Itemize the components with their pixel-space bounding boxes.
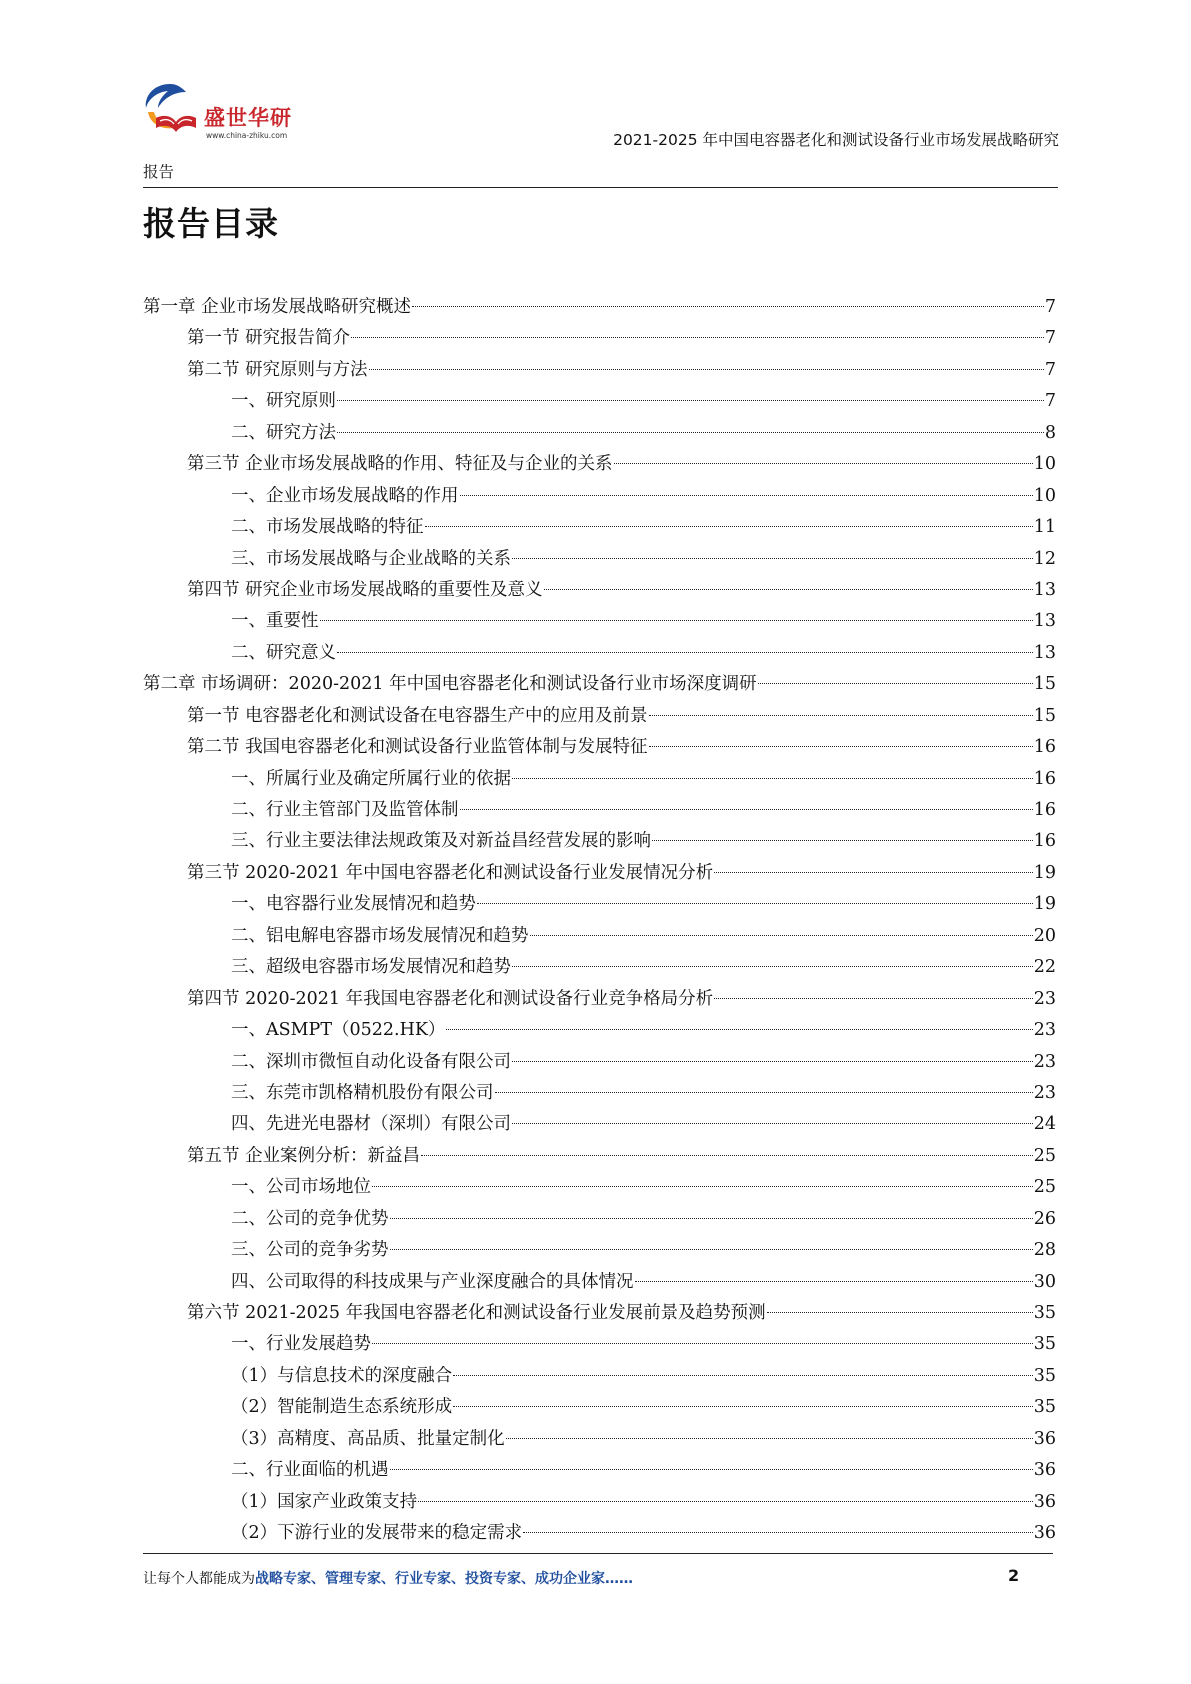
toc-entry-label: （3）高精度、高品质、批量定制化 <box>231 1428 505 1449</box>
toc-entry-page-number: 26 <box>1033 1208 1056 1229</box>
toc-entry-label: 一、研究原则 <box>231 391 336 412</box>
toc-entry-label: （1）与信息技术的深度融合 <box>231 1365 453 1386</box>
toc-dot-leader <box>412 306 1044 307</box>
toc-entry-page-number: 36 <box>1033 1523 1056 1544</box>
toc-dot-leader <box>614 463 1033 464</box>
toc-dot-leader <box>351 337 1044 338</box>
toc-dot-leader <box>425 526 1033 527</box>
toc-entry-page-number: 7 <box>1044 297 1056 317</box>
toc-dot-leader <box>453 1406 1033 1407</box>
toc-entry-label: 第一节 电容器老化和测试设备在电容器生产中的应用及前景 <box>187 705 648 726</box>
toc-entry-page-number: 30 <box>1033 1271 1056 1292</box>
toc-entry-page-number: 11 <box>1033 517 1056 538</box>
toc-entry-label: 二、行业主管部门及监管体制 <box>231 800 459 820</box>
toc-dot-leader <box>758 683 1033 684</box>
toc-dot-leader <box>523 1532 1033 1533</box>
page-number: 2 <box>1008 1566 1020 1585</box>
toc-entry-label: 二、行业面临的机遇 <box>231 1460 389 1481</box>
toc-entry-label: 三、市场发展战略与企业战略的关系 <box>231 548 511 569</box>
toc-entry-label: （1）国家产业政策支持 <box>231 1491 418 1512</box>
toc-dot-leader <box>372 1186 1033 1187</box>
toc-dot-leader <box>460 809 1033 810</box>
toc-entry-page-number: 12 <box>1033 548 1056 569</box>
toc-entry-27[interactable] <box>143 1109 1056 1140</box>
toc-entry-label: 二、铝电解电容器市场发展情况和趋势 <box>231 925 529 946</box>
toc-entry-label: 一、企业市场发展战略的作用 <box>231 485 459 506</box>
toc-entry-page-number: 7 <box>1044 359 1056 380</box>
logo-company-name: 盛世华研 <box>204 106 292 130</box>
toc-entry-page-number: 10 <box>1033 485 1056 506</box>
toc-entry-page-number: 35 <box>1033 1334 1056 1355</box>
toc-entry-page-number: 15 <box>1033 674 1056 695</box>
toc-dot-leader <box>495 1092 1033 1093</box>
toc-dot-leader <box>477 903 1033 904</box>
toc-entry-label: 二、研究意义 <box>231 642 336 663</box>
toc-entry-label: 四、先进光电器材（深圳）有限公司 <box>231 1114 511 1135</box>
toc-entry-33[interactable] <box>143 1298 1056 1329</box>
toc-dot-leader <box>652 840 1033 841</box>
header-divider <box>143 187 1058 188</box>
toc-entry-30[interactable] <box>143 1204 1056 1235</box>
toc-dot-leader <box>512 1061 1033 1062</box>
toc-entry-page-number: 16 <box>1033 800 1056 820</box>
toc-entry-label: 一、行业发展趋势 <box>231 1334 371 1355</box>
toc-dot-leader <box>544 589 1033 590</box>
toc-entry-label: 二、研究方法 <box>231 422 336 443</box>
toc-entry-12[interactable] <box>143 638 1056 669</box>
toc-dot-leader <box>649 715 1033 716</box>
toc-entry-page-number: 7 <box>1044 328 1056 349</box>
toc-entry-label: 二、深圳市微恒自动化设备有限公司 <box>231 1051 511 1072</box>
toc-entry-18[interactable] <box>143 826 1056 857</box>
toc-entry-label: 一、公司市场地位 <box>231 1177 371 1198</box>
toc-entry-36[interactable] <box>143 1392 1056 1423</box>
toc-entry-page-number: 16 <box>1033 768 1056 789</box>
toc-entry-1[interactable] <box>143 292 1056 323</box>
toc-entry-24[interactable] <box>143 1015 1056 1046</box>
toc-entry-page-number: 36 <box>1033 1428 1056 1449</box>
toc-entry-page-number: 13 <box>1033 611 1056 632</box>
toc-dot-leader <box>337 400 1044 401</box>
toc-entry-page-number: 36 <box>1033 1491 1056 1512</box>
toc-entry-page-number: 28 <box>1033 1240 1056 1261</box>
toc-dot-leader <box>390 1218 1033 1219</box>
toc-entry-page-number: 23 <box>1033 1020 1056 1041</box>
toc-dot-leader <box>512 778 1033 779</box>
toc-entry-page-number: 25 <box>1033 1145 1056 1166</box>
toc-entry-page-number: 7 <box>1044 391 1056 412</box>
toc-entry-8[interactable] <box>143 512 1056 543</box>
toc-dot-leader <box>421 1155 1033 1156</box>
toc-entry-label: 第三节 2020-2021 年中国电容器老化和测试设备行业发展情况分析 <box>187 862 714 883</box>
toc-dot-leader <box>714 872 1033 873</box>
toc-entry-label: 第四节 2020-2021 年我国电容器老化和测试设备行业竞争格局分析 <box>187 988 714 1009</box>
toc-entry-page-number: 16 <box>1033 737 1056 758</box>
toc-entry-5[interactable] <box>143 418 1056 449</box>
toc-entry-label: 三、公司的竞争劣势 <box>231 1240 389 1261</box>
toc-entry-label: 三、行业主要法律法规政策及对新益昌经营发展的影响 <box>231 831 651 852</box>
toc-entry-page-number: 23 <box>1033 1082 1056 1103</box>
toc-entry-page-number: 24 <box>1033 1114 1056 1135</box>
toc-entry-label: 第五节 企业案例分析：新益昌 <box>187 1145 421 1166</box>
toc-dot-leader <box>635 1281 1033 1282</box>
toc-entry-2[interactable] <box>143 323 1056 354</box>
toc-entry-label: 第三节 企业市场发展战略的作用、特征及与企业的关系 <box>187 454 613 475</box>
toc-dot-leader <box>369 369 1044 370</box>
toc-entry-40[interactable] <box>143 1518 1056 1549</box>
toc-entry-page-number: 25 <box>1033 1177 1056 1198</box>
toc-entry-label: 一、ASMPT（0522.HK） <box>231 1020 446 1041</box>
toc-entry-page-number: 19 <box>1033 894 1056 915</box>
toc-entry-3[interactable] <box>143 355 1056 386</box>
toc-dot-leader <box>337 432 1044 433</box>
toc-dot-leader <box>460 495 1033 496</box>
footer-slogan-prefix: 让每个人都能成为 <box>143 1571 255 1587</box>
toc-entry-page-number: 35 <box>1033 1303 1056 1323</box>
toc-entry-page-number: 19 <box>1033 862 1056 883</box>
report-title-continuation: 报告 <box>143 163 175 181</box>
toc-entry-11[interactable] <box>143 606 1056 637</box>
toc-entry-label: 第四节 研究企业市场发展战略的重要性及意义 <box>187 579 543 600</box>
toc-entry-23[interactable] <box>143 984 1056 1015</box>
toc-dot-leader <box>512 558 1033 559</box>
toc-entry-29[interactable] <box>143 1172 1056 1203</box>
toc-entry-label: （2）智能制造生态系统形成 <box>231 1397 453 1418</box>
toc-entry-15[interactable] <box>143 732 1056 763</box>
toc-dot-leader <box>453 1375 1033 1376</box>
toc-entry-13[interactable] <box>143 669 1056 700</box>
toc-entry-label: （2）下游行业的发展带来的稳定需求 <box>231 1523 523 1544</box>
toc-entry-label: 一、电容器行业发展情况和趋势 <box>231 894 476 915</box>
toc-entry-label: 三、东莞市凯格精机股份有限公司 <box>231 1082 494 1103</box>
toc-dot-leader <box>512 966 1033 967</box>
toc-dot-leader <box>390 1469 1033 1470</box>
toc-entry-label: 二、市场发展战略的特征 <box>231 517 424 538</box>
toc-entry-22[interactable] <box>143 952 1056 983</box>
report-title: 2021-2025 年中国电容器老化和测试设备行业市场发展战略研究 <box>613 131 1059 149</box>
toc-entry-6[interactable] <box>143 449 1056 480</box>
toc-entry-label: 第一章 企业市场发展战略研究概述 <box>143 297 412 317</box>
toc-entry-page-number: 16 <box>1033 831 1056 852</box>
toc-entry-4[interactable] <box>143 386 1056 417</box>
toc-entry-page-number: 15 <box>1033 705 1056 726</box>
toc-entry-page-number: 23 <box>1033 988 1056 1009</box>
logo-website-url: www.china-zhiku.com <box>206 131 288 140</box>
toc-entry-page-number: 36 <box>1033 1460 1056 1481</box>
toc-entry-17[interactable] <box>143 795 1056 826</box>
toc-entry-page-number: 22 <box>1033 957 1056 978</box>
toc-entry-page-number: 13 <box>1033 642 1056 663</box>
toc-dot-leader <box>337 652 1033 653</box>
toc-entry-16[interactable] <box>143 764 1056 795</box>
toc-entry-31[interactable] <box>143 1235 1056 1266</box>
table-of-contents <box>143 292 1056 1550</box>
toc-entry-39[interactable] <box>143 1487 1056 1518</box>
toc-entry-34[interactable] <box>143 1329 1056 1360</box>
toc-entry-20[interactable] <box>143 889 1056 920</box>
toc-entry-label: 四、公司取得的科技成果与产业深度融合的具体情况 <box>231 1271 634 1292</box>
toc-dot-leader <box>767 1312 1033 1313</box>
toc-entry-page-number: 8 <box>1044 422 1056 443</box>
toc-entry-page-number: 13 <box>1033 579 1056 600</box>
toc-entry-32[interactable] <box>143 1267 1056 1298</box>
toc-entry-page-number: 10 <box>1033 454 1056 475</box>
toc-entry-25[interactable] <box>143 1047 1056 1078</box>
toc-dot-leader <box>320 620 1033 621</box>
toc-entry-label: 第六节 2021-2025 年我国电容器老化和测试设备行业发展前景及趋势预测 <box>187 1303 766 1323</box>
toc-entry-page-number: 35 <box>1033 1365 1056 1386</box>
toc-entry-page-number: 35 <box>1033 1397 1056 1418</box>
footer-slogan-highlight: 战略专家、管理专家、行业专家、投资专家、成功企业家…… <box>255 1571 633 1587</box>
toc-entry-14[interactable] <box>143 701 1056 732</box>
footer-slogan <box>143 1568 633 1588</box>
toc-entry-label: 第二节 我国电容器老化和测试设备行业监管体制与发展特征 <box>187 737 648 758</box>
toc-dot-leader <box>418 1501 1033 1502</box>
toc-dot-leader <box>372 1343 1033 1344</box>
toc-entry-label: 一、重要性 <box>231 611 319 632</box>
toc-entry-19[interactable] <box>143 858 1056 889</box>
toc-dot-leader <box>714 998 1033 999</box>
toc-entry-page-number: 23 <box>1033 1051 1056 1072</box>
toc-entry-7[interactable] <box>143 481 1056 512</box>
toc-dot-leader <box>512 1123 1033 1124</box>
toc-entry-label: 第二节 研究原则与方法 <box>187 359 368 380</box>
toc-entry-10[interactable] <box>143 575 1056 606</box>
toc-dot-leader <box>649 746 1033 747</box>
company-logo <box>140 78 320 150</box>
toc-entry-37[interactable] <box>143 1424 1056 1455</box>
logo-emblem-icon <box>140 78 204 142</box>
toc-dot-leader <box>390 1249 1033 1250</box>
footer-divider <box>143 1553 1053 1554</box>
toc-entry-21[interactable] <box>143 921 1056 952</box>
toc-entry-35[interactable] <box>143 1361 1056 1392</box>
toc-entry-26[interactable] <box>143 1078 1056 1109</box>
toc-entry-label: 第二章 市场调研：2020-2021 年中国电容器老化和测试设备行业市场深度调研 <box>143 674 757 695</box>
toc-entry-38[interactable] <box>143 1455 1056 1486</box>
toc-entry-label: 第一节 研究报告简介 <box>187 328 351 349</box>
toc-entry-9[interactable] <box>143 544 1056 575</box>
toc-dot-leader <box>530 935 1033 936</box>
page-heading: 报告目录 <box>143 204 279 243</box>
toc-dot-leader <box>506 1438 1033 1439</box>
toc-entry-label: 三、超级电容器市场发展情况和趋势 <box>231 957 511 978</box>
toc-entry-label: 二、公司的竞争优势 <box>231 1208 389 1229</box>
toc-entry-label: 一、所属行业及确定所属行业的依据 <box>231 768 511 789</box>
toc-dot-leader <box>446 1029 1032 1030</box>
toc-entry-28[interactable] <box>143 1141 1056 1172</box>
toc-entry-page-number: 20 <box>1033 925 1056 946</box>
